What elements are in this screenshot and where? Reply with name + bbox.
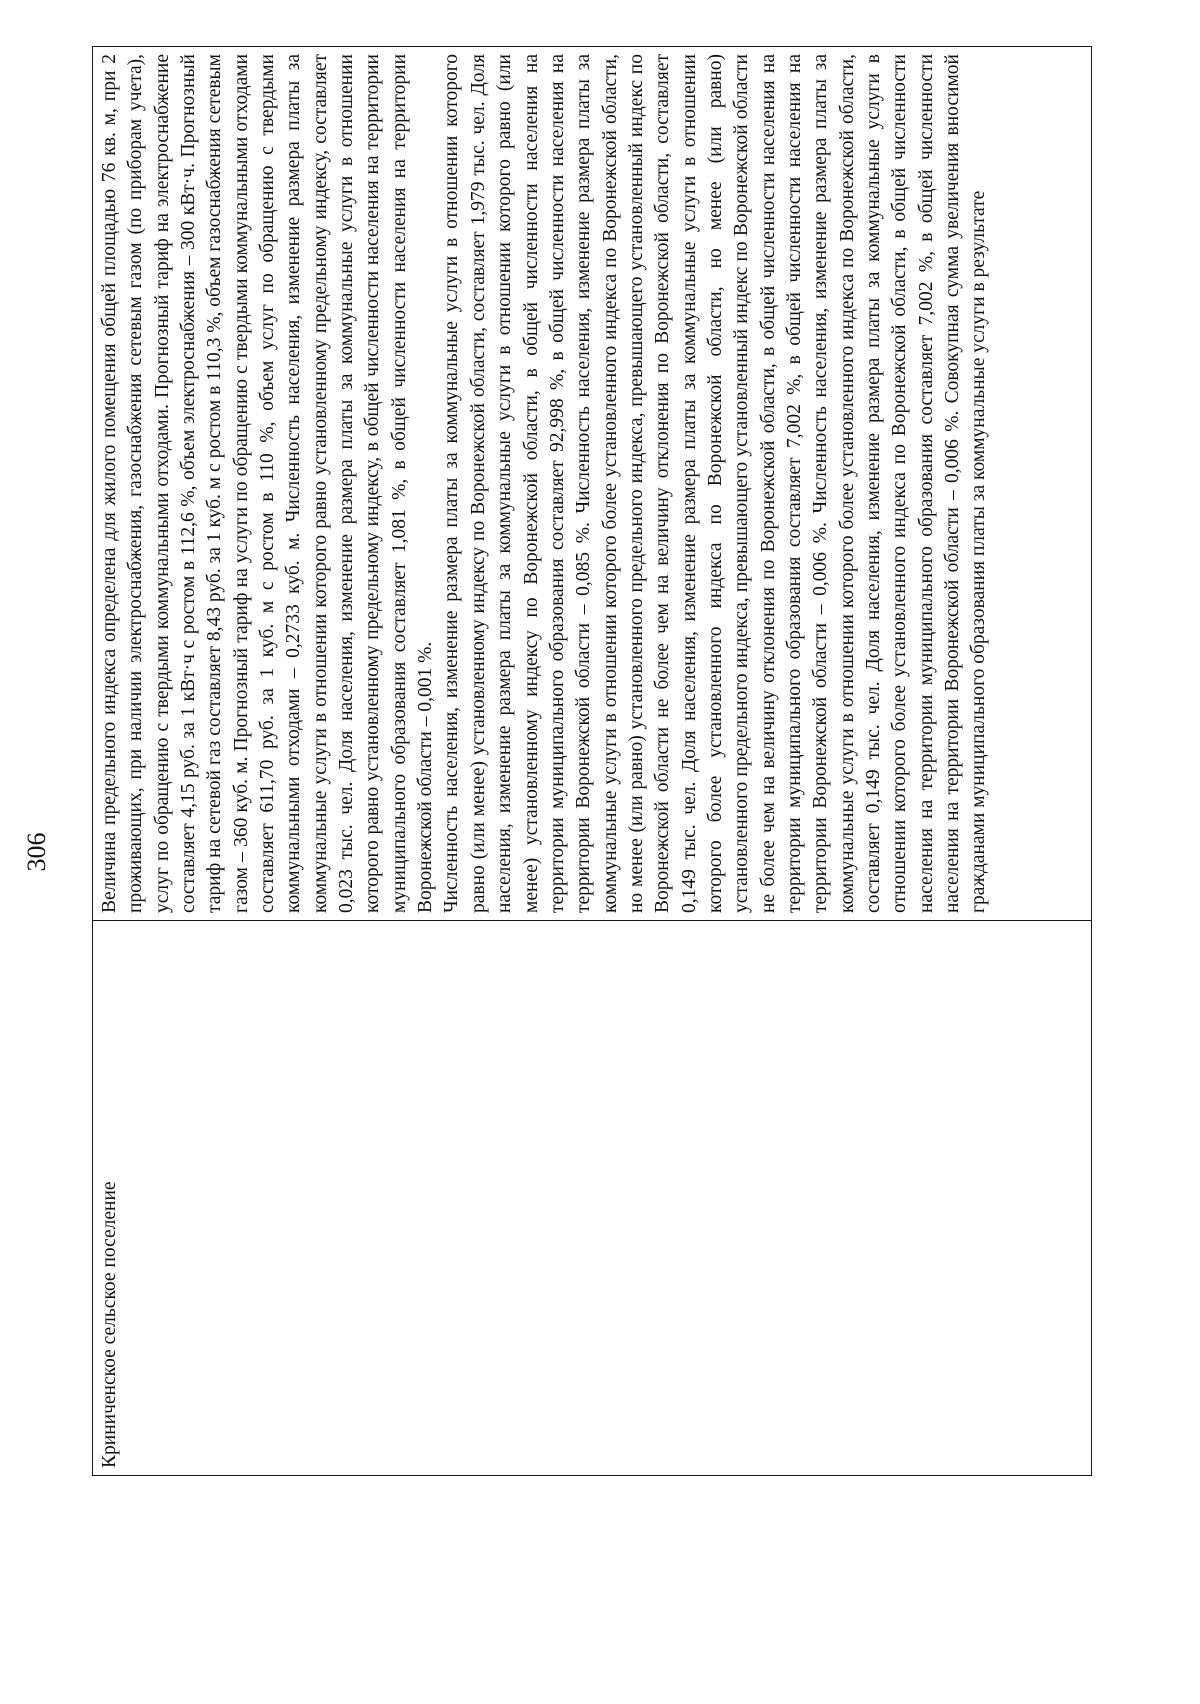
settlement-cell [93,921,1092,1476]
data-table [92,46,1092,1476]
page-number: 306 [22,832,51,872]
table-row [93,47,1092,1476]
description-paragraph-2: Численность населения, изменение размера платы за коммунальные услуги в отношении которого равно (или менее) установленному индексу по Воронежской области, составляет 1,979 тыс. чел. Доля населения, изменение размера платы за коммунальные услуги в отношении которого равно (или менее) установленному индексу по Воронежской области, в общей численности населения на территории муниципального образования составляет 92,998 %, в общей численности населения на территории Воронежской области – 0,085 %. Численность населения, изменение размера платы за коммунальные услуги в отношении которого более установленного индекса по Воронежской области, но менее (или равно) установленного предельного индекса, превышающего установленный индекс по Воронежской области не более чем на величину отклонения по Воронежской области, составляет 0,149 тыс. чел. Доля населения, изменение размера платы за коммунальные услуги в отношении которого более установленного индекса по Воронежской области, но менее (или равно) установленного предельного индекса, превышающего установленный индекс по Воронежской области не более чем на величину отклонения по Воронежской области, в общей численности населения на территории муниципального образования составляет 7,002 %, в общей численности населения на территории Воронежской области – 0,006 %. Численность населения, изменение размера платы за коммунальные услуги в отношении которого более установленного индекса по Воронежской области, составляет 0,149 тыс. чел. Доля населения, изменение размера платы за коммунальные услуги в отношении которого более установленного индекса по Воронежской области, в общей численности населения на территории муниципального образования составляет 7,002 %, в общей численности населения на территории Воронежской области – 0,006 %. Совокупная сумма увеличения вносимой гражданами муниципального образования платы за коммунальные услуги в результате [441,54,990,913]
settlement-name: Криниченское сельское поселение [99,1181,120,1468]
description-paragraph-1: Величина предельного индекса определена для жилого помещения общей площадью 76 кв. м, при 2 проживающих, при наличии электроснабжения, газоснабжения сетевым газом (по приборам учета), услуг по обращению с твердыми коммунальными отходами. Прогнозный тариф на электроснабжение составляет 4,15 руб. за 1 кВт·ч с ростом в 112,6 %, объем электроснабжения – 300 кВт·ч. Прогнозный тариф на сетевой газ составляет 8,43 руб. за 1 куб. м с ростом в 110,3 %, объем газоснабжения сетевым газом – 360 куб. м. Прогнозный тариф на услуги по обращению с твердыми коммунальными отходами составляет 611,70 руб. за 1 куб. м с ростом в 110 %, объем услуг по обращению с твердыми коммунальными отходами – 0,2733 куб. м. Численность населения, изменение размера платы за коммунальные услуги в отношении которого равно установленному предельному индексу, составляет 0,023 тыс. чел. Доля населения, изменение размера платы за коммунальные услуги в отношении которого равно установленному предельному индексу, в общей численности населения на территории муниципального образования составляет 1,081 %, в общей численности населения на территории Воронежской области – 0,001 %. [99,54,437,913]
description-cell [93,47,1092,921]
